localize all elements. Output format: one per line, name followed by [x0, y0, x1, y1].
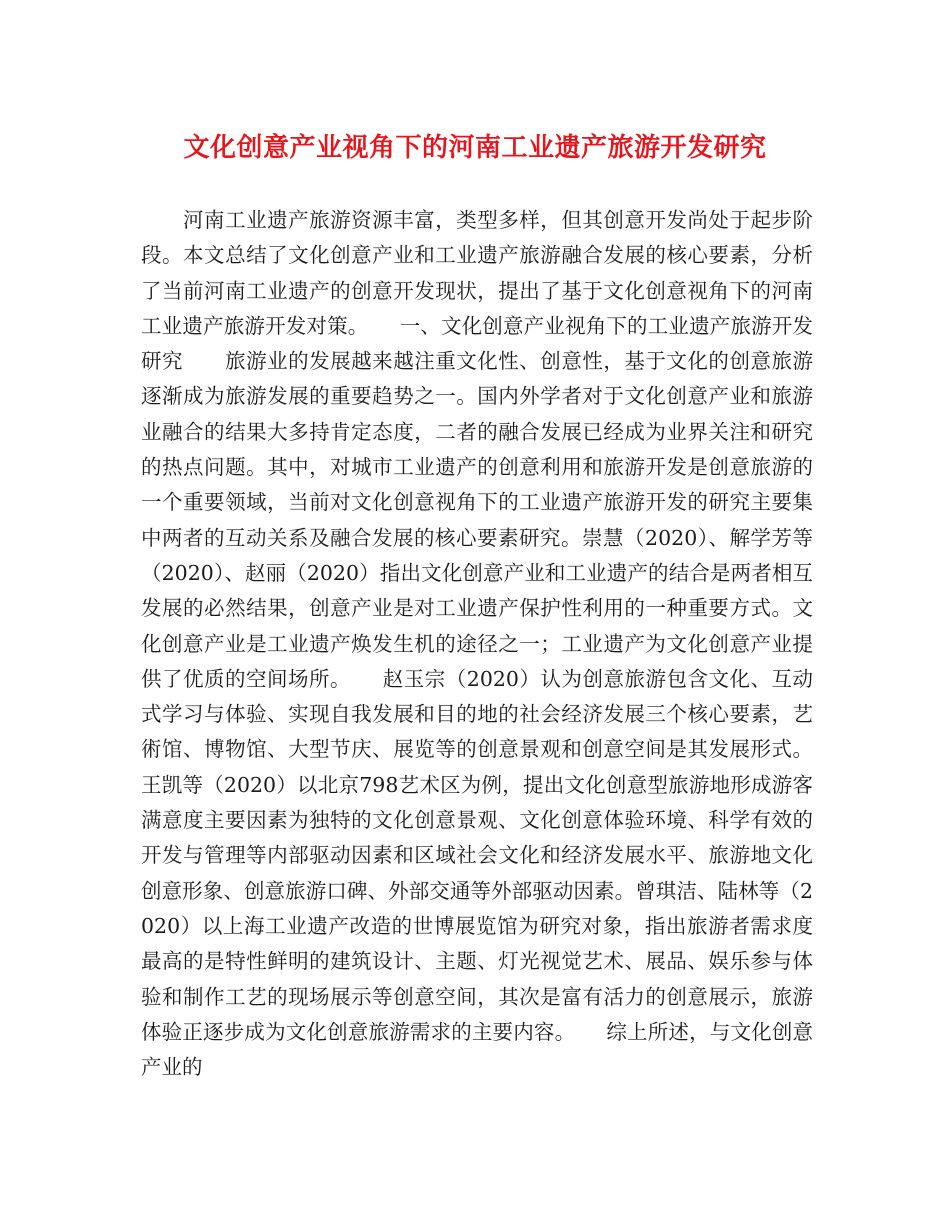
document-body-paragraph: 河南工业遗产旅游资源丰富，类型多样，但其创意开发尚处于起步阶段。本文总结了文化创意产业和工业遗产旅游融合发展的核心要素，分析了当前河南工业遗产的创意开发现状，提出了基于文化创意视角下的河南工业遗产旅游开发对策。 一、文化创意产业视角下的工业遗产旅游开发研究 旅游业的发展越来越注重文化性、创意性，基于文化的创意旅游逐渐成为旅游发展的重要趋势之一。国内外学者对于文化创意产业和旅游业融合的结果大多持肯定态度，二者的融合发展已经成为业界关注和研究的热点问题。其中，对城市工业遗产的创意利用和旅游开发是创意旅游的一个重要领域，当前对文化创意视角下的工业遗产旅游开发的研究主要集中两者的互动关系及融合发展的核心要素研究。崇慧（2020）、解学芳等（2020）、赵丽（2020）指出文化创意产业和工业遗产的结合是两者相互发展的必然结果，创意产业是对工业遗产保护性利用的一种重要方式。文化创意产业是工业遗产焕发生机的途径之一；工业遗产为文化创意产业提供了优质的空间场所。 赵玉宗（2020）认为创意旅游包含文化、互动式学习与体验、实现自我发展和目的地的社会经济发展三个核心要素，艺術馆、博物馆、大型节庆、展览等的创意景观和创意空间是其发展形式。王凯等（2020）以北京798艺术区为例，提出文化创意型旅游地形成游客满意度主要因素为独特的文化创意景观、文化创意体验环境、科学有效的开发与管理等内部驱动因素和区域社会文化和经济发展水平、旅游地文化创意形象、创意旅游口碑、外部交通等外部驱动因素。曾琪洁、陆林等（2020）以上海工业遗产改造的世博展览馆为研究对象，指出旅游者需求度最高的是特性鲜明的建筑设计、主题、灯光视觉艺术、展品、娱乐参与体验和制作工艺的现场展示等创意空间，其次是富有活力的创意展示，旅游体验正逐步成为文化创意旅游需求的主要内容。 综上所述，与文化创意产业的: [141, 208, 813, 1080]
document-title: 文化创意产业视角下的河南工业遗产旅游开发研究: [183, 133, 767, 163]
